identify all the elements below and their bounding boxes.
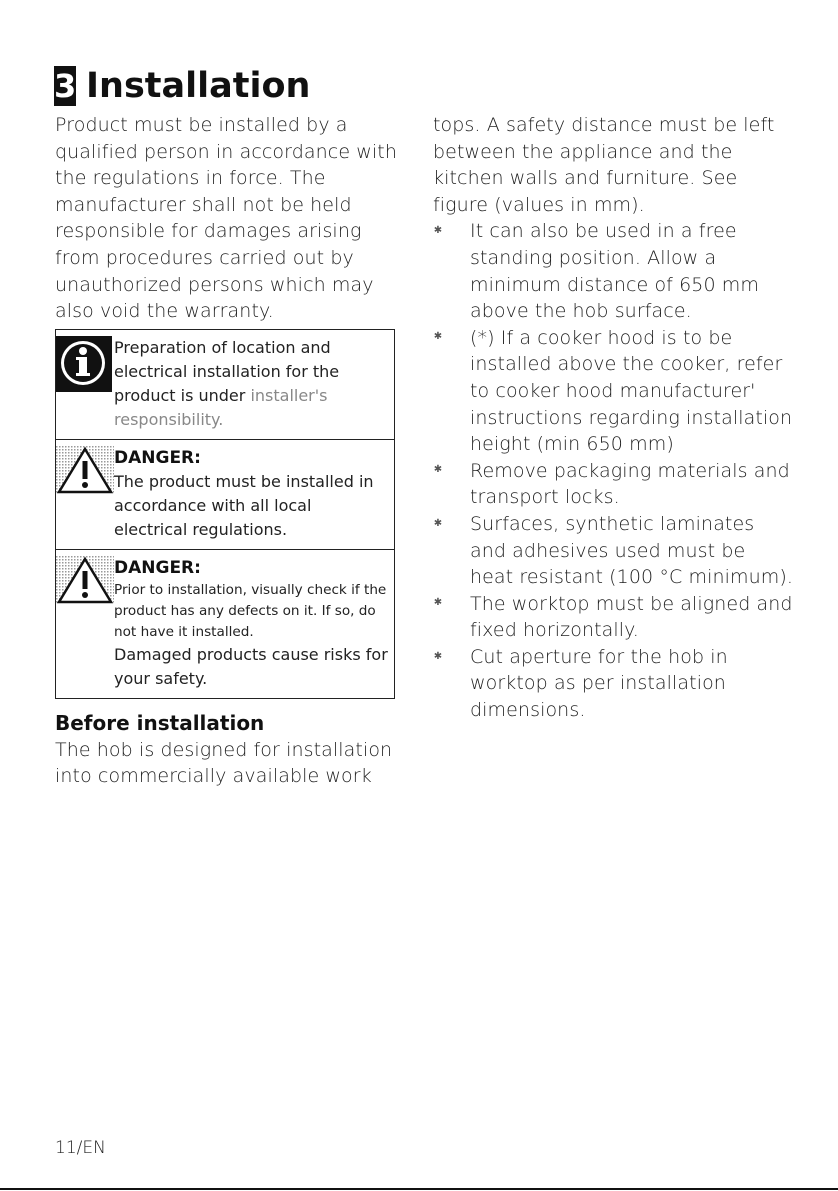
page-title: Installation: [86, 66, 311, 106]
bullet-icon: ✱: [433, 331, 443, 343]
page-number: 11/EN: [55, 1138, 106, 1158]
left-column: [55, 112, 400, 790]
notice-danger-2: [56, 550, 394, 698]
notice-danger-1-title: DANGER:: [114, 447, 201, 468]
notice-info-body: [114, 336, 388, 432]
notice-box: [55, 329, 395, 699]
intro-paragraph: Product must be installed by a qualified person in accordance with the regulations in force. The manufacturer shall not be held responsible for damages arising from procedures carried out by unauthorized persons which may also void the warranty.: [55, 114, 397, 323]
notice-danger-2-title: DANGER:: [114, 557, 201, 578]
list-item: ✱ (*) If a cooker hood is to be installed above the cooker, refer to cooker hood manufacturer' instructions regarding installation height (min 650 mm): [433, 326, 793, 456]
chapter-heading: [54, 64, 310, 108]
footer-divider: [0, 1188, 838, 1190]
info-icon: [56, 336, 114, 432]
list-item: ✱ Remove packaging materials and transport locks.: [433, 459, 790, 509]
notice-info: [56, 330, 394, 440]
notice-info-text-gray: installer's responsibility.: [114, 385, 328, 429]
bullet-icon: ✱: [433, 464, 443, 476]
notice-danger-1-text: The product must be installed in accordance with all local electrical regulations.: [114, 471, 374, 539]
notice-danger-2-text: Damaged products cause risks for your safety.: [114, 644, 388, 688]
warning-triangle-icon: [56, 556, 114, 691]
bullet-icon: ✱: [433, 517, 443, 529]
chapter-number: 3: [54, 67, 77, 105]
list-item: ✱ The worktop must be aligned and fixed horizontally.: [433, 592, 793, 642]
bullet-icon: ✱: [433, 650, 443, 662]
notice-danger-2-small-text: Prior to installation, visually check if the product has any defects on it. If so, do not have it installed.: [114, 581, 387, 640]
before-installation-paragraph-cont: tops. A safety distance must be left between the appliance and the kitchen walls and furniture. See figure (values in mm).: [433, 114, 775, 216]
notice-danger-1: [56, 440, 394, 550]
bullet-icon: ✱: [433, 597, 443, 609]
warning-triangle-icon: [56, 446, 114, 542]
before-installation-paragraph-start: The hob is designed for installation into commercially available work: [55, 738, 393, 788]
notice-info-text: Preparation of location and electrical installation for the product is under: [114, 337, 340, 405]
bullet-icon: ✱: [433, 225, 443, 237]
right-column: [433, 112, 793, 724]
notice-danger-2-body: [114, 556, 388, 691]
list-item: ✱ Surfaces, synthetic laminates and adhesives used must be heat resistant (100 °C minimum).: [433, 512, 793, 589]
before-installation-heading: Before installation: [55, 710, 265, 735]
notice-danger-1-body: [114, 446, 388, 542]
installation-bullet-list: [433, 218, 793, 723]
list-item: ✱ It can also be used in a free standing position. Allow a minimum distance of 650 mm above the hob surface.: [433, 220, 760, 323]
list-item: ✱ Cut aperture for the hob in worktop as per installation dimensions.: [433, 645, 728, 722]
